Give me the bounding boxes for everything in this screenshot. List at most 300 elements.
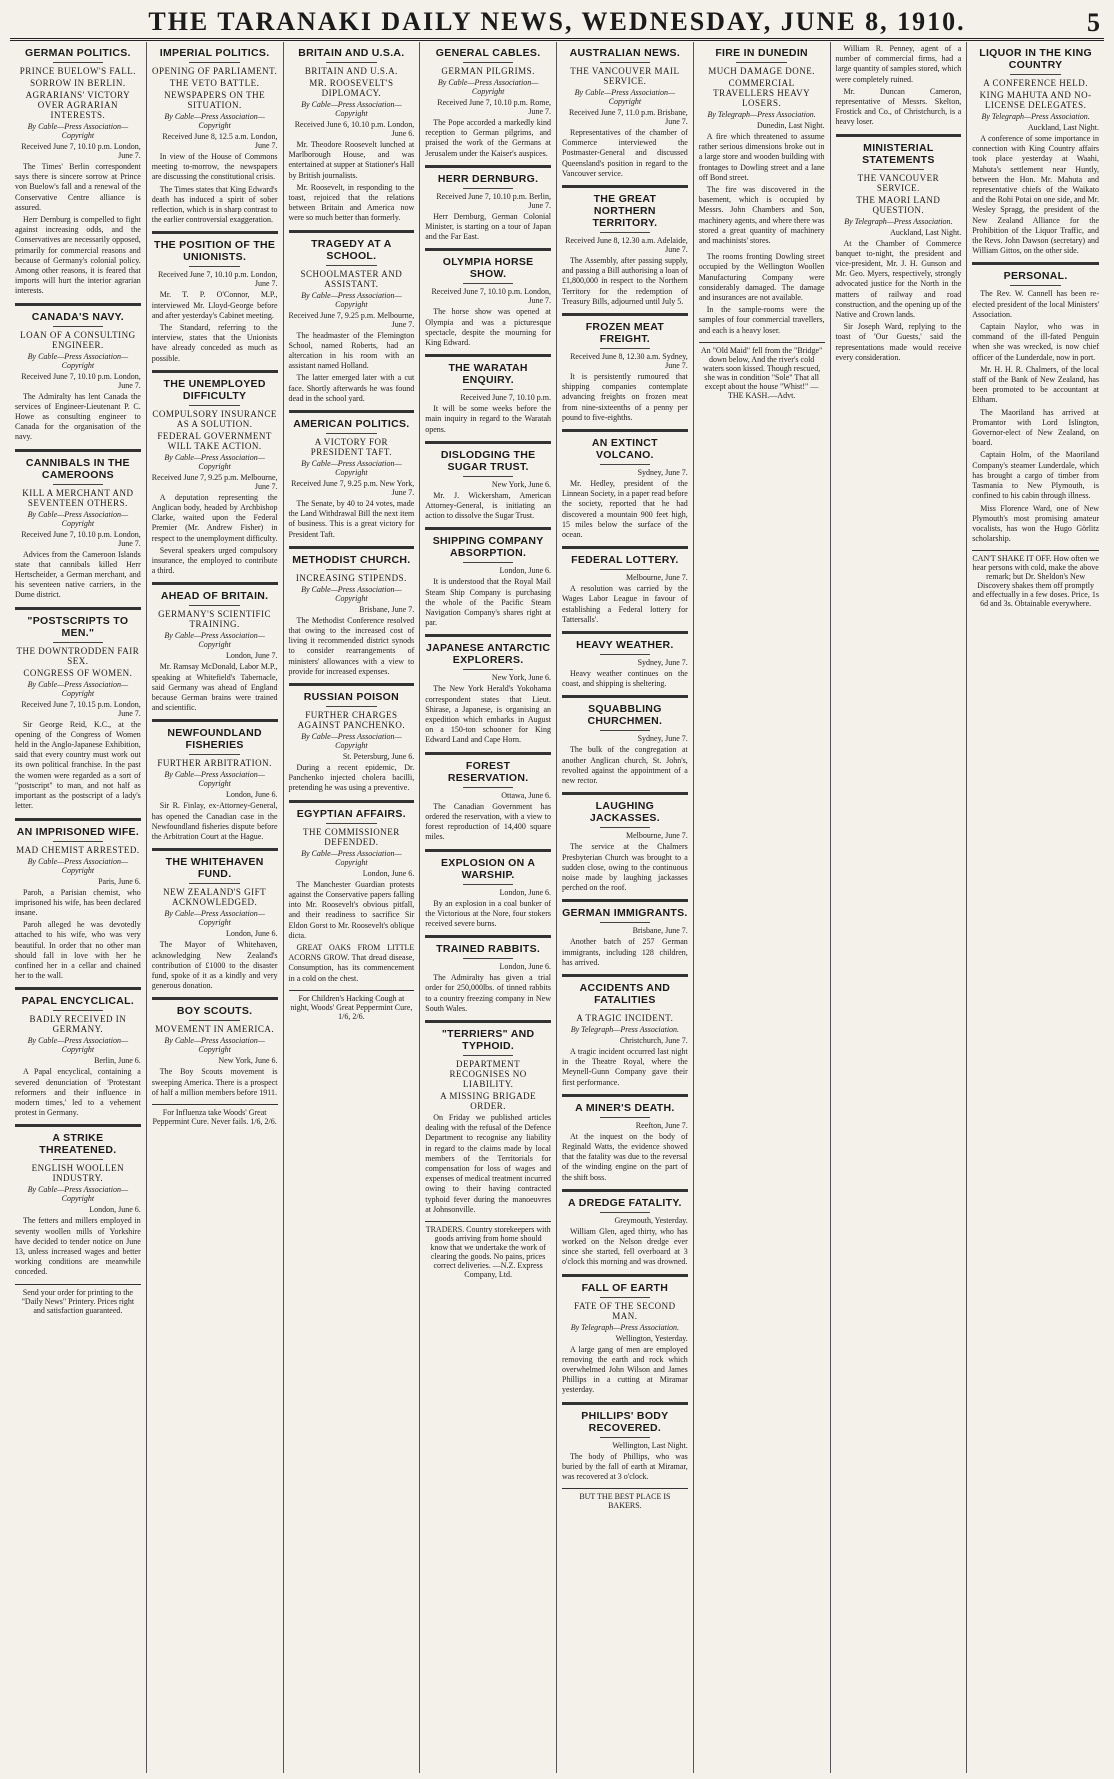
article-byline: By Cable—Press Association—Copyright bbox=[27, 856, 129, 875]
article-byline: By Cable—Press Association—Copyright bbox=[27, 1185, 129, 1204]
article bbox=[289, 410, 415, 540]
headline-rule bbox=[53, 841, 103, 842]
headline-rule bbox=[463, 958, 513, 959]
article-subheading: FURTHER CHARGES AGAINST PANCHENKO. bbox=[297, 710, 406, 731]
article-divider bbox=[152, 997, 278, 1000]
article-dateline: Received June 8, 12.30 a.m. Adelaide, June 7. bbox=[565, 236, 688, 255]
article-divider bbox=[289, 546, 415, 549]
article-paragraph: The body of Phillips, who was buried by the fall of earth at Miramar, was recovered at 3 o'clock. bbox=[562, 1451, 688, 1481]
article-headline: MINISTERIAL STATEMENTS bbox=[862, 141, 935, 166]
article bbox=[425, 752, 551, 843]
article bbox=[699, 252, 825, 336]
article bbox=[562, 1402, 688, 1483]
article-subheading: FURTHER ARBITRATION. bbox=[157, 758, 272, 769]
page-number: 5 bbox=[1087, 8, 1100, 37]
article-dateline: London, June 6. bbox=[362, 868, 415, 878]
article-paragraph: On Friday we published articles dealing with the refusal of the Defence Department to recognise any liability in regard to the claims made by local members of the Territorials for compensation for loss of wages and expenses of medical treatment incurred owing to their having contracted typhoid fever during the manoeuvres at Johnsonville. bbox=[425, 1112, 551, 1214]
article bbox=[289, 47, 415, 224]
article-headline: PAPAL ENCYCLICAL. bbox=[21, 995, 135, 1008]
article-paragraph: Captain Naylor, who was in command of the ill-fated Penguin when she was wrecked, is now chief officer of the Lunderdale, now in port. bbox=[972, 322, 1099, 362]
article bbox=[152, 47, 278, 225]
article-headline: LIQUOR IN THE KING COUNTRY bbox=[979, 47, 1092, 71]
article-byline: By Cable—Press Association—Copyright bbox=[574, 88, 676, 106]
article-dateline: Received June 7, 9.25 p.m. New York, June 7. bbox=[291, 479, 415, 498]
article-subheading: THE DOWNTRODDEN FAIR SEX. bbox=[16, 645, 140, 666]
article-byline: By Cable—Press Association—Copyright bbox=[164, 770, 265, 789]
article bbox=[15, 1124, 141, 1277]
article-paragraph: The rooms fronting Dowling street occupied by the Wellington Woollen Manufacturing Company were considerably damaged. The damage and insurances are not available. bbox=[698, 252, 825, 303]
article-headline: EGYPTIAN AFFAIRS. bbox=[296, 807, 406, 820]
article-paragraph: Another batch of 257 German immigrants, including 128 children, has arrived. bbox=[562, 937, 688, 967]
article-dateline: Received June 7, 10.10 p.m. Rome, June 7. bbox=[437, 98, 551, 116]
article-subheading: LOAN OF A CONSULTING ENGINEER. bbox=[20, 329, 136, 350]
article-paragraph: The Manchester Guardian protests against the Conservative papers falling into Mr. Roosevelt's obvious pitfall, and their readiness to sacrifice Sir Eldon Gorst to Mr. Roosevelt's oblique dicta. bbox=[288, 879, 415, 940]
headline-rule bbox=[463, 62, 513, 63]
article-paragraph: Mr. T. P. O'Connor, M.P., interviewed Mr. Lloyd-George before and after yesterday's Cabinet meeting. bbox=[151, 290, 278, 320]
article-subheading: FATE OF THE SECOND MAN. bbox=[574, 1300, 676, 1321]
article-divider bbox=[562, 1402, 688, 1405]
article-divider bbox=[562, 1094, 688, 1097]
headline-rule bbox=[600, 62, 650, 63]
article-byline: By Cable—Press Association—Copyright bbox=[301, 848, 402, 867]
article-headline: ACCIDENTS AND FATALITIES bbox=[579, 981, 671, 1006]
article-paragraph: Several speakers urged compulsory insurance, the employed to contribute a third. bbox=[151, 545, 278, 576]
article-headline: FIRE IN DUNEDIN bbox=[715, 47, 808, 59]
article-paragraph: Sir George Reid, K.C., at the opening of the Congress of Women held in the Anglo-Japanese Exhibition, said that every country must work out its own political franchise. In the past the women were regarded as a sort of "postscript" to man, and not half as important as the postscript of a lady's letter. bbox=[15, 719, 141, 811]
article bbox=[425, 634, 551, 745]
article bbox=[562, 1094, 688, 1183]
article-paragraph: Mr. Hedley, president of the Linnean Society, in a paper read before the society, reported that he had discovered a mountain 900 feet high, 15 miles below the surface of the ocean. bbox=[562, 479, 688, 540]
headline-rule bbox=[600, 232, 650, 233]
article-dateline: London, June 6. bbox=[89, 1205, 141, 1215]
article-byline: By Cable—Press Association—Copyright bbox=[27, 1036, 129, 1055]
article-subheading: INCREASING STIPENDS. bbox=[295, 572, 407, 583]
headline-rule bbox=[600, 827, 650, 828]
headline-rule bbox=[189, 883, 239, 884]
article-paragraph: The Times' Berlin correspondent says there is sincere sorrow at Prince von Buelow's fall and a renewal of the Conservative Centre alliance is assured. bbox=[15, 162, 141, 212]
article-headline: LAUGHING JACKASSES. bbox=[589, 800, 660, 825]
article-subheading: ENGLISH WOOLLEN INDUSTRY. bbox=[31, 1163, 125, 1184]
headline-rule bbox=[600, 922, 650, 923]
headline-rule bbox=[463, 188, 513, 189]
headline-rule bbox=[326, 265, 376, 266]
headline-rule bbox=[326, 62, 376, 63]
article-subheading: THE VANCOUVER MAIL SERVICE. bbox=[570, 66, 680, 86]
article-dateline: Received June 6, 10.10 p.m. London, June 6. bbox=[294, 120, 415, 138]
article-headline: PERSONAL. bbox=[1003, 270, 1068, 283]
article-subheading: CONGRESS OF WOMEN. bbox=[23, 667, 133, 678]
headline-rule bbox=[600, 1009, 650, 1010]
article-paragraph: Advices from the Cameroon Islands state that cannibals killed Herr Hertscheider, a German merchant, and his seventeen native carriers, in the Dume district. bbox=[15, 549, 141, 600]
article-dateline: Reefton, June 7. bbox=[635, 1120, 688, 1130]
article bbox=[425, 441, 551, 522]
article-subheading: MR. ROOSEVELT'S DIPLOMACY. bbox=[309, 78, 394, 98]
article bbox=[289, 683, 415, 794]
article-divider bbox=[152, 582, 278, 585]
article-divider bbox=[562, 792, 688, 795]
article-subheading: THE COMMISSIONER DEFENDED. bbox=[302, 826, 400, 847]
article-dateline: Received June 7, 10.10 p.m. London, June 7. bbox=[21, 529, 141, 548]
article-paragraph: The Canadian Government has ordered the reservation, with a view to forest reproduction of 14,400 square miles. bbox=[425, 801, 551, 842]
article-divider bbox=[562, 313, 688, 316]
article-divider bbox=[425, 441, 551, 444]
article-dateline: Received June 7, 10.10 p.m. Berlin, June 7. bbox=[436, 191, 551, 210]
headline-rule bbox=[463, 1055, 513, 1056]
article-byline: By Telegraph—Press Association. bbox=[981, 112, 1090, 121]
article-byline: By Cable—Press Association—Copyright bbox=[301, 100, 402, 118]
article-divider bbox=[15, 303, 141, 306]
headline-rule bbox=[463, 884, 513, 885]
article-headline: GERMAN POLITICS. bbox=[25, 47, 131, 59]
headline-rule bbox=[53, 642, 103, 643]
article-subheading: BRITAIN AND U.S.A. bbox=[304, 66, 398, 76]
article-dateline: Received June 7, 9.25 p.m. Melbourne, June 7. bbox=[151, 472, 278, 491]
headline-rule bbox=[189, 754, 239, 755]
headline-rule bbox=[53, 1010, 103, 1011]
article-paragraph: The latter emerged later with a cut face. Shortly afterwards he was found dead in the school yard. bbox=[288, 373, 415, 403]
article-divider bbox=[425, 935, 551, 938]
article-subheading: PRINCE BUELOW'S FALL. bbox=[19, 66, 136, 76]
article-paragraph: A tragic incident occurred last night in the Theatre Royal, where the Meynell-Gunn Company gave their first performance. bbox=[562, 1046, 688, 1087]
headline-rule bbox=[189, 605, 239, 606]
article bbox=[562, 899, 688, 968]
article-headline: FROZEN MEAT FREIGHT. bbox=[585, 321, 665, 346]
article-paragraph: The Rev. W. Cannell has been re-elected president of the local Ministers' Association. bbox=[972, 289, 1099, 319]
article-divider bbox=[562, 429, 688, 432]
article-paragraph: The Admiralty has given a trial order for 250,000lbs. of tinned rabbits to a country freezing company in New South Wales. bbox=[425, 973, 551, 1013]
article-byline: By Telegraph—Press Association. bbox=[844, 216, 953, 226]
article-byline: By Cable—Press Association—Copyright bbox=[164, 112, 265, 130]
article bbox=[152, 582, 278, 713]
article-subheading: A CONFERENCE HELD. bbox=[983, 78, 1088, 88]
article-subheading: COMMERCIAL TRAVELLERS HEAVY LOSERS. bbox=[713, 78, 811, 108]
article-paragraph: The horse show was opened at Olympia and was a picturesque spectacle, despite the mourning for King Edward. bbox=[425, 307, 551, 348]
article-divider bbox=[289, 410, 415, 413]
article-paragraph: Mr. Ramsay McDonald, Labor M.P., speaking at Whitefield's Tabernacle, said Germany was ahead of England because German brains were trained and scientific. bbox=[151, 662, 278, 713]
article bbox=[562, 1274, 688, 1396]
masthead bbox=[10, 6, 1104, 41]
article-subheading: THE MAORI LAND QUESTION. bbox=[856, 194, 941, 215]
article-headline: THE WARATAH ENQUIRY. bbox=[448, 362, 528, 387]
headline-rule bbox=[600, 1117, 650, 1118]
article-dateline: Berlin, June 6. bbox=[94, 1056, 141, 1066]
article-byline: By Cable—Press Association—Copyright bbox=[27, 679, 129, 698]
article-paragraph: Captain Holm, of the Maoriland Company's steamer Lunderdale, which has brought a cargo of timber from Tasmania to New Plymouth, is confined to his cabin through illness. bbox=[972, 450, 1099, 501]
headline-rule bbox=[600, 348, 650, 349]
article-dateline: New York, June 6. bbox=[491, 673, 551, 683]
column-2 bbox=[147, 42, 284, 1773]
article-paragraph: Miss Florence Ward, one of New Plymouth's most promising amateur vocalists, has won the Hugo Görlitz scholarship. bbox=[972, 503, 1099, 544]
article-headline: THE WHITEHAVEN FUND. bbox=[165, 856, 264, 881]
headline-rule bbox=[189, 266, 239, 267]
article-dateline: Brisbane, June 7. bbox=[359, 604, 415, 614]
article-dateline: Auckland, Last Night. bbox=[1027, 123, 1099, 132]
article-dateline: Received June 7, 10.15 p.m. London, June 7. bbox=[21, 699, 141, 718]
article-divider bbox=[836, 134, 962, 137]
article-paragraph: A large gang of men are employed removing the earth and rock which overwhelmed John Wilson and James Phillips in a cutting at Miramar yesterday. bbox=[562, 1344, 688, 1395]
article bbox=[562, 631, 688, 689]
headline-rule bbox=[463, 389, 513, 390]
article-byline: By Cable—Press Association—Copyright bbox=[164, 452, 265, 471]
article-dateline: Melbourne, June 7. bbox=[625, 573, 688, 583]
article bbox=[152, 231, 278, 363]
article-headline: OLYMPIA HORSE SHOW. bbox=[442, 256, 534, 281]
headline-rule bbox=[463, 787, 513, 788]
article-subheading: THE VETO BATTLE. bbox=[169, 78, 260, 88]
article-dateline: Received June 8, 12.5 a.m. London, June 7. bbox=[162, 132, 278, 150]
article-divider bbox=[289, 800, 415, 803]
article bbox=[425, 165, 551, 243]
article bbox=[972, 47, 1099, 256]
article-subheading: A MISSING BRIGADE ORDER. bbox=[440, 1090, 537, 1111]
article-paragraph: The Senate, by 40 to 24 votes, made the Land Withdrawal Bill the next item of business. This is a great victory for President Taft. bbox=[288, 499, 415, 539]
article bbox=[15, 607, 141, 812]
article-dateline: Sydney, June 7. bbox=[637, 734, 688, 744]
article-paragraph: Paroh, a Parisian chemist, who imprisoned his wife, has been declared insane. bbox=[15, 887, 141, 917]
headline-rule bbox=[463, 562, 513, 563]
column-grid bbox=[10, 42, 1104, 1773]
article-dateline: London, June 7. bbox=[225, 651, 278, 661]
article bbox=[289, 230, 415, 404]
article-paragraph: The fetters and millers employed in seventy woollen mills of Yorkshire have decided to tender notice on June 13, unless increased wages and better working conditions are meanwhile conceded. bbox=[15, 1216, 141, 1277]
article bbox=[562, 695, 688, 786]
headline-rule bbox=[463, 283, 513, 284]
article-divider bbox=[562, 695, 688, 698]
article-headline: THE GREAT NORTHERN TERRITORY. bbox=[592, 193, 658, 230]
advertisement: CAN'T SHAKE IT OFF. How often we hear persons with cold, make the above remark; but Dr. Sheldon's New Discovery shakes them off promptly and effectually in a few doses. Price, 1s 6d and 3s. Obtainable everywhere. bbox=[972, 550, 1099, 608]
article-paragraph: The bulk of the congregation at another Anglican church, St. John's, revolted against the appointment of a new rector. bbox=[562, 745, 688, 786]
article bbox=[289, 800, 415, 984]
article-divider bbox=[152, 719, 278, 722]
article-headline: THE POSITION OF THE UNIONISTS. bbox=[154, 239, 276, 264]
article-headline: GERMAN IMMIGRANTS. bbox=[562, 907, 688, 920]
article-paragraph: A resolution was carried by the Wages Labor League in favour of establishing a Federal lottery for Tattersalls'. bbox=[562, 584, 688, 624]
article-paragraph: The New York Herald's Yokohama correspondent states that Lieut. Shirase, a Japanese, is organising an expedition which embarks in August on a 150-ton schooner for King Edward Land and Cape Horn. bbox=[425, 684, 551, 745]
article-byline: By Cable—Press Association—Copyright bbox=[301, 584, 402, 603]
article-paragraph: Mr. J. Wickersham, American Attorney-General, is initiating an action to dissolve the Sugar Trust. bbox=[425, 490, 551, 521]
article-subheading: SCHOOLMASTER AND ASSISTANT. bbox=[300, 268, 403, 289]
article-dateline: Paris, June 6. bbox=[98, 876, 141, 886]
headline-rule bbox=[463, 476, 513, 477]
headline-rule bbox=[463, 669, 513, 670]
article-headline: JAPANESE ANTARCTIC EXPLORERS. bbox=[426, 642, 551, 667]
article bbox=[15, 449, 141, 601]
article-dateline: Auckland, Last Night. bbox=[890, 227, 962, 237]
headline-rule bbox=[600, 464, 650, 465]
article-paragraph: Herr Dernburg is compelled to fight against increasing odds, and the Conservatives are necessarily opposed, primarily for commercial reasons and because of Germany's colonial policy. Among other reasons, it is feared that imports will hurt the interior agrarian interests. bbox=[15, 215, 141, 296]
article-divider bbox=[562, 974, 688, 977]
article-paragraph: In the sample-rooms were the samples of four commercial travellers, and each is a heavy loser. bbox=[698, 305, 825, 335]
article-paragraph: It is persistently rumoured that shipping companies contemplate advancing freights on frozen meat from nine-sixteenths of a penny per pound to five-eighths. bbox=[562, 372, 688, 422]
article-divider bbox=[152, 370, 278, 373]
column-3 bbox=[284, 42, 421, 1773]
article-divider bbox=[152, 848, 278, 851]
article-paragraph: By an explosion in a coal bunker of the Victorious at the Nore, four stokers received severe burns. bbox=[425, 898, 551, 928]
headline-rule bbox=[53, 484, 103, 485]
article-dateline: Received June 7, 10.10 p.m. London, June 7. bbox=[21, 371, 141, 390]
article-divider bbox=[562, 546, 688, 549]
article-byline: By Cable—Press Association—Copyright bbox=[27, 351, 129, 370]
article-subheading: NEWSPAPERS ON THE SITUATION. bbox=[164, 90, 266, 110]
article-subheading: A TRAGIC INCIDENT. bbox=[576, 1012, 674, 1023]
article-dateline: Received June 7, 10.10 p.m. London, June 7. bbox=[431, 287, 551, 306]
article-subheading: A VICTORY FOR PRESIDENT TAFT. bbox=[310, 437, 393, 458]
article bbox=[425, 935, 551, 1014]
article-headline: A STRIKE THREATENED. bbox=[39, 1132, 117, 1157]
article-headline: IMPERIAL POLITICS. bbox=[159, 47, 270, 59]
article-paragraph: The Methodist Conference resolved that owing to the increased cost of living it recommended district synods to consider rearrangements of ministers' allowances with a view to provide for increased expenses. bbox=[288, 615, 415, 676]
article bbox=[562, 1189, 688, 1268]
article-paragraph: The Pope accorded a markedly kind reception to German pilgrims, and praised the work of the Germans at Jerusalem under the Kaiser's auspices. bbox=[425, 118, 551, 158]
article-byline: By Cable—Press Association—Copyright bbox=[301, 290, 402, 309]
article-dateline: Dunedin, Last Night. bbox=[756, 121, 825, 130]
article-dateline: Greymouth, Yesterday. bbox=[614, 1215, 688, 1225]
advertisement: Send your order for printing to the "Daily News" Printery. Prices right and satisfaction guaranteed. bbox=[15, 1284, 141, 1315]
article-paragraph: The Standard, referring to the interview, states that the Unionists have already conceded as much as possible. bbox=[151, 323, 278, 363]
article-subheading: SORROW IN BERLIN. bbox=[30, 78, 126, 88]
article-dateline: New York, June 6. bbox=[218, 1056, 278, 1066]
article-paragraph: The Boy Scouts movement is sweeping America. There is a prospect of half a million members before 1911. bbox=[151, 1067, 278, 1097]
article-paragraph: In view of the House of Commons meeting to-morrow, the newspapers are discussing the constitutional crisis. bbox=[151, 152, 278, 182]
article-dateline: Received June 7, 10.10 p.m. bbox=[460, 393, 551, 403]
article-headline: BRITAIN AND U.S.A. bbox=[298, 47, 405, 59]
article-subheading: THE VANCOUVER SERVICE. bbox=[857, 172, 940, 193]
article-headline: NEWFOUNDLAND FISHERIES bbox=[167, 727, 262, 752]
article-headline: EXPLOSION ON A WARSHIP. bbox=[441, 856, 536, 881]
article-headline: "POSTSCRIPTS TO MEN." bbox=[27, 614, 129, 639]
article-paragraph: Mr. Theodore Roosevelt lunched at Marlborough House, and was entertained at supper at Stationer's Hall by British journalists. bbox=[288, 140, 415, 180]
article-paragraph: During a recent epidemic, Dr. Panchenko injected cholera bacilli, pretending he was using a preventive. bbox=[288, 763, 415, 793]
article-subheading: AGRARIANS' VICTORY OVER AGRARIAN INTERESTS. bbox=[25, 90, 131, 120]
headline-rule bbox=[600, 1437, 650, 1438]
article-headline: BOY SCOUTS. bbox=[176, 1005, 253, 1018]
article bbox=[562, 313, 688, 423]
article-dateline: London, June 6. bbox=[499, 566, 551, 576]
article-paragraph: Sir R. Finlay, ex-Attorney-General, has opened the Canadian case in the Newfoundland fisheries dispute before the Arbitration Court at the Hague. bbox=[151, 801, 278, 842]
article bbox=[15, 818, 141, 982]
article-dateline: Received June 8, 12.30 a.m. Sydney, June 7. bbox=[570, 352, 688, 371]
article-dateline: St. Petersburg, June 6. bbox=[342, 752, 415, 762]
article-divider bbox=[15, 607, 141, 610]
article-dateline: Received June 7, 10.10 p.m. London, June 7. bbox=[157, 270, 278, 289]
article bbox=[425, 354, 551, 435]
article-headline: HEAVY WEATHER. bbox=[576, 639, 674, 652]
article-divider bbox=[562, 1274, 688, 1277]
article-divider bbox=[425, 849, 551, 852]
article-paragraph: At the inquest on the body of Reginald Watts, the evidence showed that the fatality was due to the reversal of the winding engine on the part of the shift boss. bbox=[562, 1131, 688, 1182]
headline-rule bbox=[326, 569, 376, 570]
article-divider bbox=[152, 231, 278, 234]
article-dateline: Christchurch, June 7. bbox=[619, 1035, 688, 1045]
article-subheading: GERMAN PILGRIMS. bbox=[441, 66, 535, 76]
article-headline: TRAINED RABBITS. bbox=[436, 943, 541, 956]
article-dateline: Brisbane, June 7. bbox=[632, 926, 688, 936]
article-dateline: London, June 6. bbox=[225, 790, 278, 800]
article-divider bbox=[15, 1124, 141, 1127]
headline-rule bbox=[53, 326, 103, 327]
article-divider bbox=[15, 449, 141, 452]
article-paragraph: A Papal encyclical, containing a severed denunciation of 'Protestant reformers and their influence in modern times,' led to a vehement protest in Germany. bbox=[15, 1067, 141, 1118]
article-byline: By Telegraph—Press Association. bbox=[707, 110, 816, 119]
article-dateline: Melbourne, June 7. bbox=[625, 831, 688, 841]
article-subheading: MOVEMENT IN AMERICA. bbox=[155, 1024, 275, 1035]
article-divider bbox=[562, 185, 688, 188]
article bbox=[15, 987, 141, 1118]
article-headline: "TERRIERS" AND TYPHOID. bbox=[441, 1027, 535, 1052]
article-paragraph: A deputation representing the Anglican body, headed by Archbishop Clarke, waited upon the Federal Premier (Mr. Andrew Fisher) in respect to the unemployment difficulty. bbox=[151, 492, 278, 543]
article-paragraph: Herr Dernburg, German Colonial Minister, is starting on a tour of Japan and the Far East. bbox=[425, 211, 551, 242]
article bbox=[836, 44, 962, 128]
article-headline: FALL OF EARTH bbox=[581, 1281, 669, 1294]
article-headline: METHODIST CHURCH. bbox=[292, 553, 411, 566]
headline-rule bbox=[600, 730, 650, 731]
article bbox=[562, 546, 688, 625]
article bbox=[562, 429, 688, 540]
article bbox=[15, 303, 141, 443]
article-paragraph: The Maoriland has arrived at Promantor with Lord Islington, Governor-elect of New Zealand, on board. bbox=[972, 407, 1099, 448]
headline-rule bbox=[189, 1020, 239, 1021]
advertisement: An "Old Maid" fell from the "Bridge" down below, And the river's cold waters soon kissed. Though rescued, she was in condition "Sole" That all except about the house "Whist!" —THE KASH.—Advt. bbox=[699, 342, 825, 400]
article bbox=[289, 546, 415, 677]
column-7 bbox=[831, 42, 968, 1773]
article-subheading: BADLY RECEIVED IN GERMANY. bbox=[29, 1014, 127, 1035]
article-byline: By Cable—Press Association—Copyright bbox=[164, 1036, 265, 1055]
article bbox=[15, 47, 141, 297]
article-headline: CANADA'S NAVY. bbox=[31, 310, 124, 323]
article-paragraph: The fire was discovered in the basement, which is occupied by Messrs. John Chambers and Son, machinery agents, and where there was stored a great quantity of machinery and machinists' stores. bbox=[698, 185, 825, 246]
article-headline: FEDERAL LOTTERY. bbox=[571, 554, 679, 567]
advertisement: For Influenza take Woods' Great Peppermint Cure. Never fails. 1/6, 2/6. bbox=[152, 1104, 278, 1126]
article bbox=[699, 47, 825, 246]
article bbox=[152, 719, 278, 842]
article-divider bbox=[562, 631, 688, 634]
article-headline: AN IMPRISONED WIFE. bbox=[16, 825, 140, 838]
article-byline: By Cable—Press Association—Copyright bbox=[27, 122, 129, 140]
headline-rule bbox=[326, 433, 376, 434]
article-subheading: COMPULSORY INSURANCE AS A SOLUTION. bbox=[152, 408, 277, 429]
article-paragraph: The headmaster of the Flemington School, named Roberts, had an altercation in his room with an assistant named Holland. bbox=[288, 330, 415, 371]
article-divider bbox=[425, 354, 551, 357]
article-headline: SQUABBLING CHURCHMEN. bbox=[587, 703, 663, 728]
article-paragraph: The Times states that King Edward's death has induced a spirit of sober reflection, which is in sharp contrast to the earlier controversial exaggeration. bbox=[151, 184, 278, 225]
article-divider bbox=[425, 1020, 551, 1023]
article-headline: SHIPPING COMPANY ABSORPTION. bbox=[432, 535, 544, 560]
article-dateline: London, June 6. bbox=[225, 929, 278, 939]
article-paragraph: The Mayor of Whitehaven, acknowledging New Zealand's contribution of £1000 to the disaster fund, spoke of it as a kindly and very generous donation. bbox=[151, 940, 278, 991]
article-paragraph: The service at the Chalmers Presbyterian Church was brought to a sudden close, owing to the continuous noise made by laughing jackasses perched on the roof. bbox=[562, 842, 688, 893]
article-headline: AN EXTINCT VOLCANO. bbox=[591, 437, 658, 462]
article-subheading: MAD CHEMIST ARRESTED. bbox=[16, 844, 140, 855]
headline-rule bbox=[53, 62, 103, 63]
headline-rule bbox=[189, 405, 239, 406]
article-paragraph: Heavy weather continues on the coast, and shipping is sheltering. bbox=[562, 669, 688, 689]
column-5 bbox=[557, 42, 694, 1773]
article bbox=[972, 262, 1099, 544]
masthead-title: THE TARANAKI DAILY NEWS, WEDNESDAY, JUNE 8, 1910. bbox=[148, 7, 966, 36]
article-paragraph: Mr. Duncan Cameron, representative of Messrs. Skelton, Frostick and Co., of Christchurch, is a heavy loser. bbox=[835, 86, 962, 127]
article-paragraph: William Glen, aged thirty, who has worked on the Nelson dredge ever since she started, fell overboard at 3 o'clock this morning and was drowned. bbox=[562, 1226, 688, 1267]
article-dateline: Wellington, Last Night. bbox=[612, 1440, 688, 1450]
article-dateline: Received June 7, 10.10 p.m. London, June 7. bbox=[21, 142, 141, 160]
article-subheading: KING MAHUTA AND NO-LICENSE DELEGATES. bbox=[979, 90, 1092, 110]
article-subheading: OPENING OF PARLIAMENT. bbox=[151, 66, 278, 76]
article bbox=[152, 997, 278, 1098]
headline-rule bbox=[600, 569, 650, 570]
article-divider bbox=[562, 899, 688, 902]
advertisement: TRADERS. Country storekeepers with goods arriving from home should know that we undertake the work of clearing the goods. No pains, prices correct deliveries. —N.Z. Express Company, Ltd. bbox=[425, 1221, 551, 1279]
article-subheading: DEPARTMENT RECOGNISES NO LIABILITY. bbox=[449, 1058, 527, 1089]
article bbox=[152, 370, 278, 577]
